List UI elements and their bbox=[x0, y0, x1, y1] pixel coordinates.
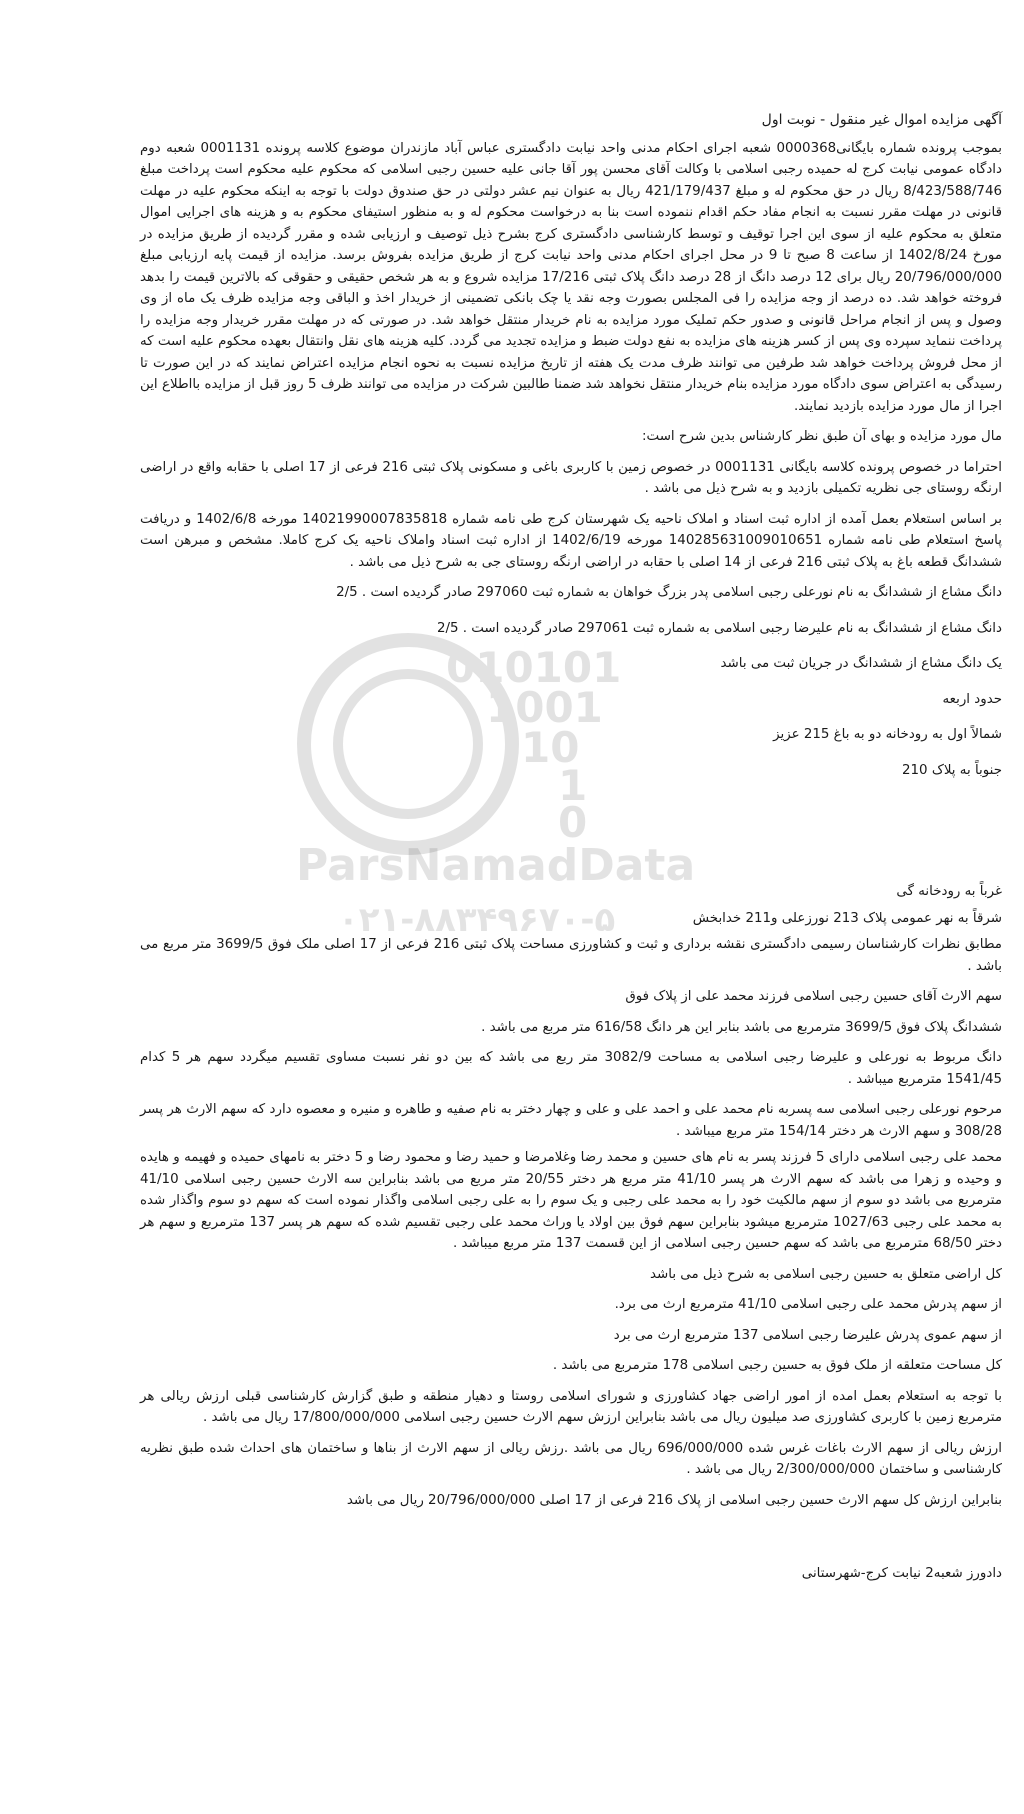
notice-title: آگهی مزایده اموال غیر منقول - نوبت اول bbox=[761, 112, 1002, 128]
signature-line: دادورز شعبه2 نیابت کرج-شهرستانی bbox=[801, 1566, 1002, 1581]
notice-intro: بموجب پرونده شماره بایگانی0000368 شعبه اجرای احکام مدنی واحد نیابت دادگستری عباس آباد مازندران موضوع کلاسه پرونده 0001131 شعبه دوم دادگاه عمومی نیابت کرج له حمیده رجبی اسلامی با وکالت آقای محسن پور آقا جانی علیه حسین رجبی اسلامی که محکوم علیه محکوم است پرداخت مبلغ 8/423/588/746 ریال در حق محکوم له و مبلغ 421/179/437 ریال به عنوان نیم عشر دولتی در حق صندوق دولت با توجه به اینکه محکوم علیه در مهلت قانونی در مهلت مقرر نسبت به انجام مفاد حکم اقدام ننموده است بنا به درخواست محکوم له و به منظور استیفای محکوم به و هزینه های اجرایی اموال متعلق به محکوم علیه از سوی این اجرا توقیف و توسط کارشناسی دادگستری کرج بشرح ذیل توصیف و ارزیابی شده و مقرر گردیده از طریق مزایده در مورخ 1402/8/24 از ساعت 8 صبح تا 9 در محل اجرای احکام مدنی واحد نیابت کرج از طریق مزایده بفروش برسد. مزایده از قیمت پایه ارزیابی مبلغ 20/796/000/000 ریال برای 12 درصد دانگ از 28 درصد دانگ پلاک ثبتی 17/216 مزایده شروع و به هر شخص حقیقی و حقوقی که بالاترین قیمت را بدهد فروخته خواهد شد. ده درصد از وجه مزایده را فی المجلس بصورت وجه نقد یا چک بانکی تضمینی از خریدار اخذ و الباقی وجه مزایده ظرف یک ماه از وی وصول و پس از انجام مراحل قانونی و صدور حکم تملیک مورد مزایده به نام خریدار منتقل خواهد شد. در صورتی که در مهلت مقرر خریدار وجه مزایده را پرداخت ننماید سپرده وی پس از کسر هزینه های مزایده به نفع دولت ضبط و مزایده تجدید می گردد. کلیه هزینه های نقل وانتقال بعهده محکوم علیه است که از محل فروش پرداخت خواهد شد طرفین می توانند ظرف مدت یک هفته از تاریخ مزایده نسبت به نحوه انجام مزایده اعتراض نمایند که در این صورت تا رسیدگی به اعتراض سوی دادگاه مورد مزایده بنام خریدار منتقل نخواهد شد ضمنا طالبین شرکت در مزایده می توانند ظرف 5 روز قبل از مزایده بااطلاع این اجرا از مال مورد مزایده بازدید نمایند. bbox=[140, 140, 1003, 414]
paragraph-2: بر اساس استعلام بعمل آمده از اداره ثبت اسناد و املاک ناحیه یک شهرستان کرج طی نامه شماره 14021990007835818 مورخه 1402/6/8 و دریافت پاسخ استعلام طی نامه شماره 140285631009010651 مورخه 1402/6/19 از اداره ثبت اسناد واملاک ناحیه یک کرج کاملا. مشخص و مبرهن است ششدانگ قطعه باغ به پلاک ثبتی 216 فرعی از 14 اصلی با حقابه در اراضی ارنگه روستای جی به شرح ذیل می باشد . bbox=[140, 511, 1003, 570]
paragraph-12: سهم الارث آقای حسین رجبی اسلامی فرزند محمد علی از پلاک فوق bbox=[625, 989, 1002, 1004]
paragraph-17: کل اراضی متعلق به حسین رجبی اسلامی به شرح ذیل می باشد bbox=[649, 1266, 1002, 1282]
paragraph-21: با توجه به استعلام بعمل امده از امور اراضی جهاد کشاورزی و شورای اسلامی روستا و دهیار منطقه و طبق گزارش کارشناسی قبلی ارزش ریالی هر مترمربع زمین با کاربری کشاورزی صد میلیون ریال می باشد بنابراین ارزش سهم الارث حسین رجبی اسلامی 17/800/000/000 ریال می باشد . bbox=[140, 1388, 1002, 1425]
section-heading: مال مورد مزایده و بهای آن طبق نظر کارشناس بدین شرح است: bbox=[642, 429, 1002, 444]
paragraph-7: شمالاً اول به رودخانه دو به باغ 215 عزیز bbox=[773, 727, 1002, 742]
watermark-phone: ۰۲۱-۸۸۳۴۹۶۷۰-۵ bbox=[338, 900, 616, 940]
watermark-digits-4: 1 bbox=[558, 761, 588, 810]
notice-document bbox=[140, 110, 1002, 1585]
paragraph-10: شرقاً به نهر عمومی پلاک 213 نورزعلی و211 خدابخش bbox=[692, 910, 1002, 926]
paragraph-16: محمد علی رجبی اسلامی دارای 5 فرزند پسر به نام های حسین و محمد رضا وغلامرضا و حمید رضا و محمود رضا و 5 دختر به نامهای حمیده و فهیمه و هایده و وحیده و زهرا می باشد که سهم الارث هر پسر 41/10 متر مربع هر دختر 20/55 متر مربع می باشد بنابراین سه الارث حسین رجبی اسلامی 41/10 مترمربع می باشد دو سوم از سهم مالکیت خود را به محمد علی رجبی و یک سوم را به علی رجبی اسلامی واگذار نموده است که سهم دو سوم واگذار شده به محمد علی رجبی 1027/63 مترمربع میشود بنابراین سهم فوق بین اولاد یا وراث محمد علی رجبی تقسیم شده که سهم هر پسر 137 مترمربع و سهم هر دختر 68/50 مترمربع می باشد که سهم حسین رجبی اسلامی از این قسمت 137 متر مربع میباشد . bbox=[140, 1150, 1003, 1251]
paragraph-6: حدود اربعه bbox=[942, 691, 1002, 707]
paragraph-4: دانگ مشاع از ششدانگ به نام علیرضا رجبی اسلامی به شماره ثبت 297061 صادر گردیده است . 2/5 bbox=[436, 620, 1002, 636]
paragraph-9: غرباً به رودخانه گی bbox=[896, 884, 1002, 899]
paragraph-19: از سهم عموی پدرش علیرضا رجبی اسلامی 137 مترمربع ارث می برد bbox=[613, 1327, 1002, 1343]
paragraph-3: دانگ مشاع از ششدانگ به نام نورعلی رجبی اسلامی پدر بزرگ خواهان به شماره ثبت 297060 صادر گردیده است . 2/5 bbox=[336, 585, 1002, 600]
paragraph-15: مرحوم نورعلی رجبی اسلامی سه پسربه نام محمد علی و احمد علی و علی و چهار دختر به نام صفیه و طاهره و منیره و معصوه دارد که سهم الارث هر پسر 308/28 و سهم الارث هر دختر 154/14 متر مربع میباشد . bbox=[140, 1102, 1002, 1139]
watermark-digits-3: 10 bbox=[521, 723, 580, 772]
paragraph-23: بنابراین ارزش کل سهم الارث حسین رجبی اسلامی از پلاک 216 فرعی از 17 اصلی 20/796/000/000 ریال می باشد bbox=[346, 1492, 1002, 1508]
paragraph-8: جنوباً به پلاک 210 bbox=[902, 762, 1002, 778]
paragraph-1: احتراما در خصوص پرونده کلاسه بایگانی 0001131 در خصوص زمین با کاربری باغی و مسکونی پلاک ثبتی 216 فرعی از 17 اصلی با حقابه واقع در اراضی ارنگه روستای جی نظریه تکمیلی بازدید و به شرح ذیل می باشد . bbox=[140, 459, 1002, 496]
paragraph-22: ارزش ریالی از سهم الارث باغات غرس شده 696/000/000 ریال می باشد .رزش ریالی از سهم الارث از بناها و ساختمان های احداث شده طبق نظریه کارشناسی و ساختمان 2/300/000/000 ریال می باشد . bbox=[140, 1440, 1002, 1477]
paragraph-5: یک دانگ مشاع از ششدانگ در جریان ثبت می باشد bbox=[720, 656, 1002, 671]
watermark-digits-1: 010101 bbox=[446, 643, 622, 692]
paragraph-20: کل مساحت متعلقه از ملک فوق به حسین رجبی اسلامی 178 مترمربع می باشد . bbox=[552, 1358, 1002, 1373]
watermark-digits-5: 0 bbox=[558, 798, 588, 847]
watermark-digits-2: 1001 bbox=[486, 683, 603, 732]
paragraph-18: از سهم پدرش محمد علی رجبی اسلامی 41/10 مترمربع ارث می برد. bbox=[614, 1297, 1002, 1312]
paragraph-11: مطابق نظرات کارشناسان رسیمی دادگستری نقشه برداری و ثبت و کشاورزی مساحت پلاک ثبتی 216 فرعی از 17 اصلی ملک فوق 3699/5 متر مربع می باشد . bbox=[140, 937, 1002, 974]
paragraph-14: دانگ مربوط به نورعلی و علیرضا رجبی اسلامی به مساحت 3082/9 متر ربع می باشد که بین دو نفر نسبت مساوی تقسیم میگردد سهم هر 5 کدام 1541/45 مترمربع میباشد . bbox=[140, 1050, 1002, 1087]
paragraph-13: ششدانگ پلاک فوق 3699/5 مترمربع می باشد بنابر این هر دانگ 616/58 متر مربع می باشد . bbox=[481, 1019, 1002, 1035]
watermark-brand: ParsNamadData bbox=[296, 840, 696, 891]
